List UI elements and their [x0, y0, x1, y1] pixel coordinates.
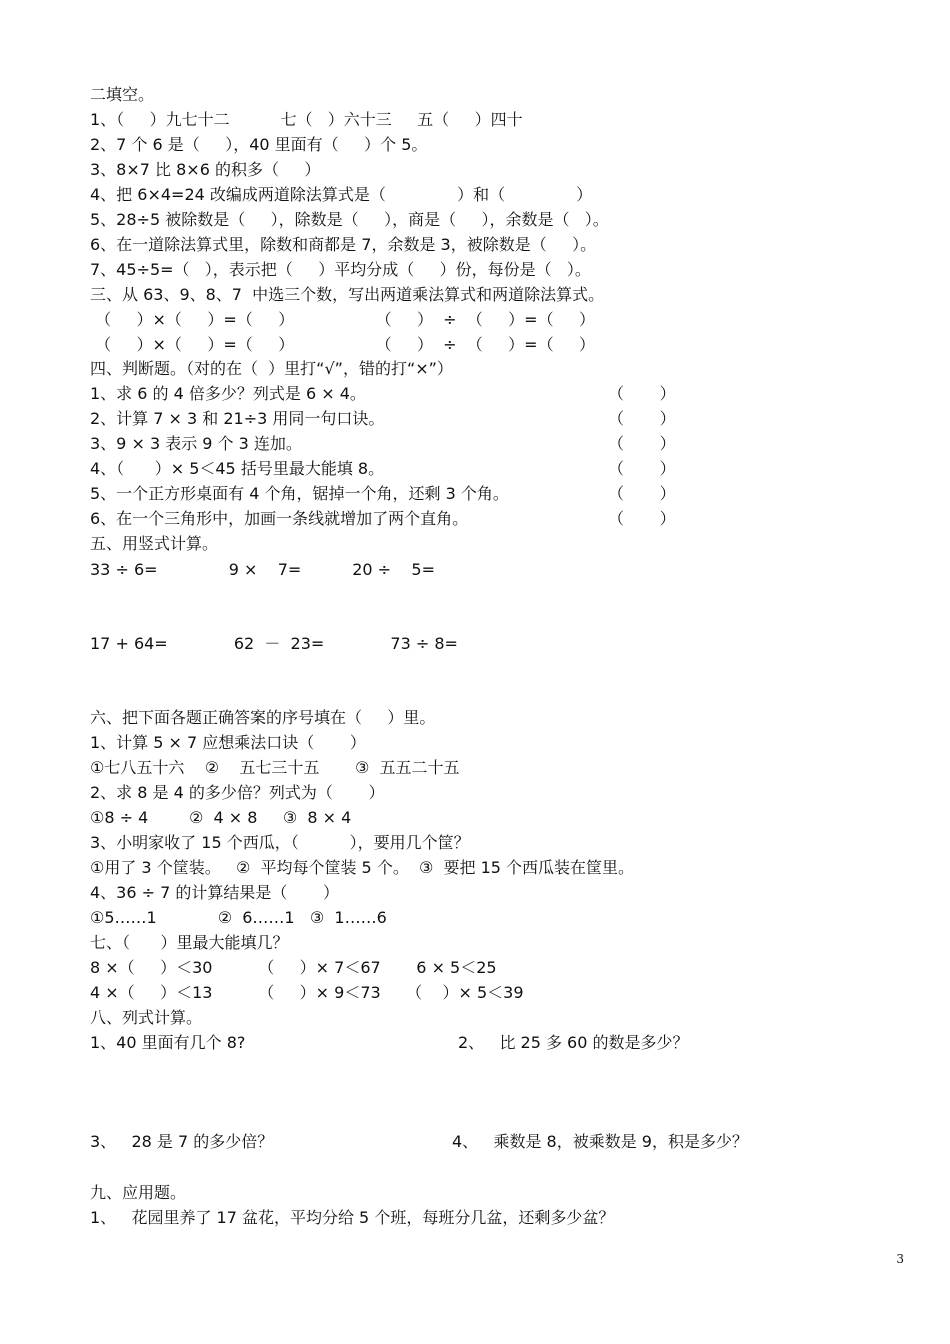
judge-answer-5: （ ）: [608, 484, 676, 503]
judge-question-2: 2、计算 7 × 3 和 21÷3 用同一句口诀。: [90, 409, 385, 428]
section-3-row-1: （ ）×（ ）=（ ） （ ） ÷ （ ）=（ ）: [90, 310, 596, 329]
section-8-title: 八、列式计算。: [90, 1008, 203, 1027]
question-2-5: 5、28÷5 被除数是（ ），除数是（ ），商是（ ），余数是（ ）。: [90, 210, 609, 229]
choice-question-3: 3、小明家收了 15 个西瓜，（ ），要用几个筐？: [90, 833, 470, 852]
choice-options-3: ①用了 3 个筐装。 ② 平均每个筐装 5 个。 ③ 要把 15 个西瓜装在筐里。: [90, 858, 635, 877]
page-number: 3: [896, 1252, 904, 1266]
question-2-6: 6、在一道除法算式里，除数和商都是 7，余数是 3，被除数是（ ）。: [90, 235, 597, 254]
choice-question-2: 2、求 8 是 4 的多少倍？列式为（ ）: [90, 783, 385, 802]
judge-answer-3: （ ）: [608, 434, 676, 453]
section-7-title: 七、（ ）里最大能填几？: [90, 933, 289, 952]
calc-question-3: 3、 28 是 7 的多少倍？: [90, 1132, 274, 1151]
question-2-7: 7、45÷5=（ ），表示把（ ）平均分成（ ）份，每份是（ ）。: [90, 260, 591, 279]
question-2-4: 4、把 6×4=24 改编成两道除法算式是（ ）和（ ）: [90, 185, 593, 204]
judge-answer-1: （ ）: [608, 384, 676, 403]
fill-max-row-1: 8 ×（ ）＜30 （ ）× 7＜67 6 × 5＜25: [90, 958, 497, 977]
section-5-title: 五、用竖式计算。: [90, 534, 219, 553]
section-4-title: 四、判断题。（对的在（ ）里打“√”，错的打“×”）: [90, 359, 453, 378]
vertical-calc-row-1: 33 ÷ 6= 9 × 7= 20 ÷ 5=: [90, 560, 435, 579]
choice-options-4: ①5……1 ② 6……1 ③ 1……6: [90, 908, 387, 927]
section-3-title: 三、从 63、9、8、7 中选三个数，写出两道乘法算式和两道除法算式。: [90, 285, 605, 304]
judge-question-3: 3、9 × 3 表示 9 个 3 连加。: [90, 434, 302, 453]
choice-options-1: ①七八五十六 ② 五七三十五 ③ 五五二十五: [90, 758, 460, 777]
calc-question-2: 2、 比 25 多 60 的数是多少？: [458, 1033, 689, 1052]
choice-question-1: 1、计算 5 × 7 应想乘法口诀（ ）: [90, 733, 366, 752]
calc-question-1: 1、40 里面有几个 8?: [90, 1033, 246, 1052]
question-2-1: 1、（ ）九七十二 七（ ）六十三 五（ ）四十: [90, 110, 523, 129]
judge-question-5: 5、一个正方形桌面有 4 个角，锯掉一个角，还剩 3 个角。: [90, 484, 509, 503]
fill-max-row-2: 4 ×（ ）＜13 （ ）× 9＜73 （ ）× 5＜39: [90, 983, 524, 1002]
judge-answer-6: （ ）: [608, 509, 676, 528]
word-problem-1: 1、 花园里养了 17 盆花，平均分给 5 个班，每班分几盆，还剩多少盆？: [90, 1208, 615, 1227]
choice-options-2: ①8 ÷ 4 ② 4 × 8 ③ 8 × 4: [90, 808, 352, 827]
judge-answer-4: （ ）: [608, 459, 676, 478]
question-2-2: 2、7 个 6 是（ ），40 里面有（ ）个 5。: [90, 135, 428, 154]
section-9-title: 九、应用题。: [90, 1183, 187, 1202]
calc-question-4: 4、 乘数是 8，被乘数是 9，积是多少？: [452, 1132, 748, 1151]
question-2-3: 3、8×7 比 8×6 的积多（ ）: [90, 160, 321, 179]
choice-question-4: 4、36 ÷ 7 的计算结果是（ ）: [90, 883, 339, 902]
section-3-row-2: （ ）×（ ）=（ ） （ ） ÷ （ ）=（ ）: [90, 335, 596, 354]
vertical-calc-row-2: 17 + 64= 62 － 23= 73 ÷ 8=: [90, 634, 458, 653]
judge-question-6: 6、在一个三角形中，加画一条线就增加了两个直角。: [90, 509, 469, 528]
judge-question-1: 1、求 6 的 4 倍多少？列式是 6 × 4。: [90, 384, 366, 403]
judge-question-4: 4、（ ）× 5＜45 括号里最大能填 8。: [90, 459, 385, 478]
section-6-title: 六、把下面各题正确答案的序号填在（ ）里。: [90, 708, 436, 727]
judge-answer-2: （ ）: [608, 409, 676, 428]
section-2-title: 二填空。: [90, 85, 155, 104]
